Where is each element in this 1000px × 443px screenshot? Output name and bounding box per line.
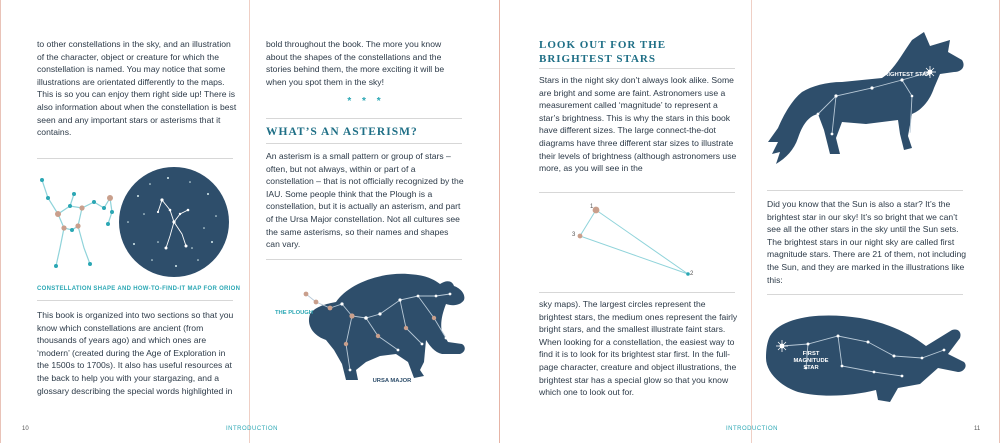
orion-caption: CONSTELLATION SHAPE AND HOW-TO-FIND-IT MAP FOR ORION [37, 286, 241, 292]
diagram-label-3: 3 [572, 232, 576, 238]
spine-divider [499, 0, 500, 443]
rule [266, 143, 462, 144]
ursa-major-label: URSA MAJOR [372, 378, 412, 384]
magnitude-text: Stars in the night sky don’t always look alike. Some are bright and some are faint. Astronomers use a measurement called ‘magnitude’ to represent a star’s brightness. This is why the stars in this book have different sizes. The large connect-the-dot diagrams have three different star sizes to illustrate their levels of brightness (although astronomers use more, as you will see in the [539, 75, 737, 174]
lookout-heading-line-2: BRIGHTEST STARS [539, 53, 656, 65]
brightness-text: sky maps). The largest circles represent the brightest stars, the medium ones represent the fairly bright stars, and the smallest illustrate faint stars. When looking for a constellation, the easiest way to find it is to look for its brightest star first. In the full-page character, creature and object illustrations, the brightest star has a special glow so that you know which one to look out for. [539, 299, 738, 398]
first-magnitude-label-line-2: MAGNITUDE [793, 358, 829, 364]
asterism-text: An asterism is a small pattern or group of stars – often, but not always, within or part of a constellation – that is not officially recognized by the IAU. Some people think that the Plough is a constellation, but it is actually an asterism, and part of the Ursa Major constellation. Not all cultures see the same asterisms, so their names and shapes can vary. [266, 151, 464, 250]
intro-text-bottom: This book is organized into two sections so that you know which constellations are ancient (from thousands of years ago) and which ones are ‘modern’ (created during the Age of Exploration in the 1500s to 1700s). It also has useful resources at the back to help you with your stargazing, and a glossary describing the special words highlighted in [37, 310, 234, 396]
intro-text-top: to other constellations in the sky, and an illustration of the character, object or creature for which the constellation is named. You may notice that some illustrations are orientated differently to the maps. This is so you can enjoy them right side up! There is also information about when the constellation is best seen and any important stars or asterisms that it contains. [37, 39, 237, 138]
orion-star-map [118, 166, 230, 278]
rule [37, 158, 233, 159]
first-magnitude-label-line-3: STAR [803, 365, 819, 371]
left-margin-line [0, 0, 1, 443]
right-page-number: 11 [974, 426, 981, 432]
left-footer-title: INTRODUCTION [226, 426, 278, 432]
lookout-heading-line-1: LOOK OUT FOR THE [539, 39, 667, 51]
rule [539, 292, 735, 293]
rule [767, 294, 963, 295]
plough-label: THE PLOUGH [274, 310, 313, 316]
left-page-number: 10 [22, 426, 29, 432]
brightest-star-label: BRIGHTEST STAR [880, 72, 931, 78]
wolf-illustration [762, 30, 972, 180]
right-column-divider [751, 0, 752, 443]
sun-text: Did you know that the Sun is also a star? It’s the brightest star in our sky! It’s so bright that we can’t see all the other stars in the sky until the Sun sets. The brightest stars in our night sky are called first magnitude stars. There are 21 of them, not including the Sun, and they are marked in the illustrations like this: [767, 199, 967, 285]
diagram-label-2: 2 [690, 271, 694, 277]
left-column-divider [249, 0, 250, 443]
ursa-major-bear-illustration [296, 266, 468, 392]
asterism-heading: WHAT’S AN ASTERISM? [266, 126, 418, 138]
diagram-label-1: 1 [590, 204, 594, 210]
right-footer-title: INTRODUCTION [726, 426, 778, 432]
magnitude-connect-dot-diagram [560, 198, 710, 288]
rule [539, 192, 735, 193]
rule [37, 300, 233, 301]
asterisk-divider: * * * [347, 96, 381, 107]
orion-shape-diagram [30, 168, 120, 280]
rule [539, 68, 735, 69]
rule [266, 118, 462, 119]
first-magnitude-label-line-1: FIRST [802, 351, 820, 357]
rule [266, 259, 462, 260]
intro-text-continued: bold throughout the book. The more you know about the shapes of the constellations and the stories behind them, the more exciting it will be when you spot them in the sky! [266, 39, 445, 87]
rule [767, 190, 963, 191]
